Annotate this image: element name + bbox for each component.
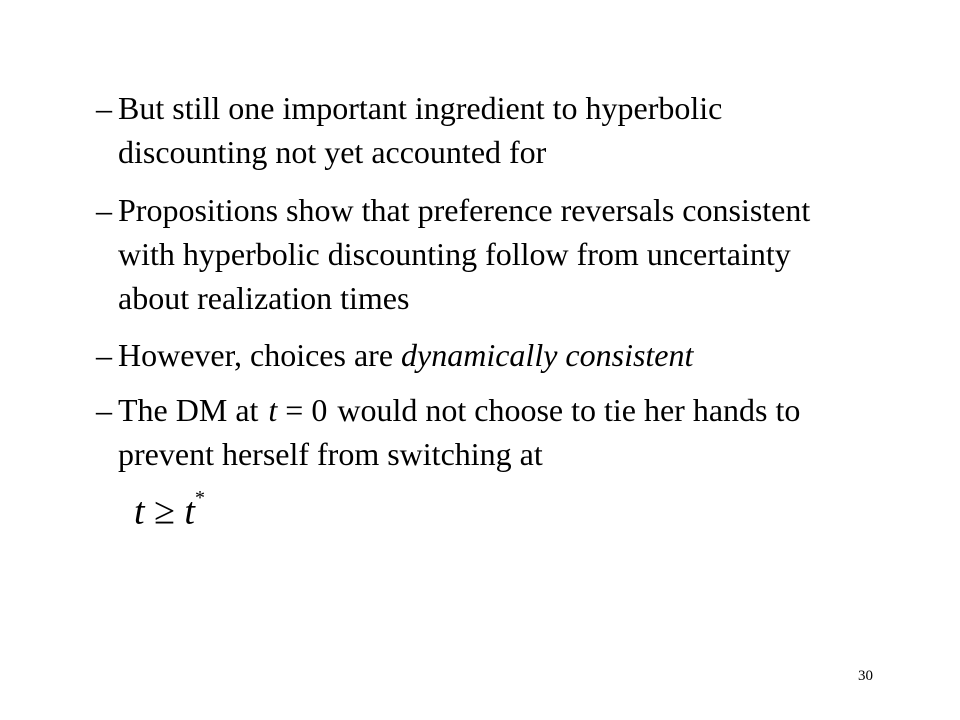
bullet-text: But still one important ingredient to hyperbolic discounting not yet accounted for xyxy=(118,90,723,170)
formula-var: t xyxy=(134,490,145,533)
inline-formula-op: = 0 xyxy=(277,392,328,428)
formula-display xyxy=(134,480,205,536)
inline-formula-var: t xyxy=(268,392,278,428)
bullet-dash: – xyxy=(96,192,112,228)
bullet-dash: – xyxy=(96,337,112,373)
bullet-text: Propositions show that preference reversals consistent with hyperbolic discounting follow from uncertainty about realization times xyxy=(118,192,811,316)
formula-superscript: * xyxy=(194,487,205,509)
bullet-dash: – xyxy=(96,392,112,428)
page-number: 30 xyxy=(858,668,873,684)
bullet-text-before-math: The DM at xyxy=(118,392,259,428)
formula-op: ≥ xyxy=(144,490,185,533)
bullet-text-prefix: However, choices are xyxy=(118,337,402,373)
inline-formula xyxy=(268,392,327,428)
bullet-dash: – xyxy=(96,90,112,126)
bullet-text xyxy=(118,333,816,377)
bullet-text xyxy=(118,388,816,476)
emphasis-text: dynamically consistent xyxy=(401,337,694,373)
bullet-text-after-math: would not choose to tie her hands to prevent herself from switching at xyxy=(118,392,801,472)
formula-var2: t xyxy=(184,490,195,533)
